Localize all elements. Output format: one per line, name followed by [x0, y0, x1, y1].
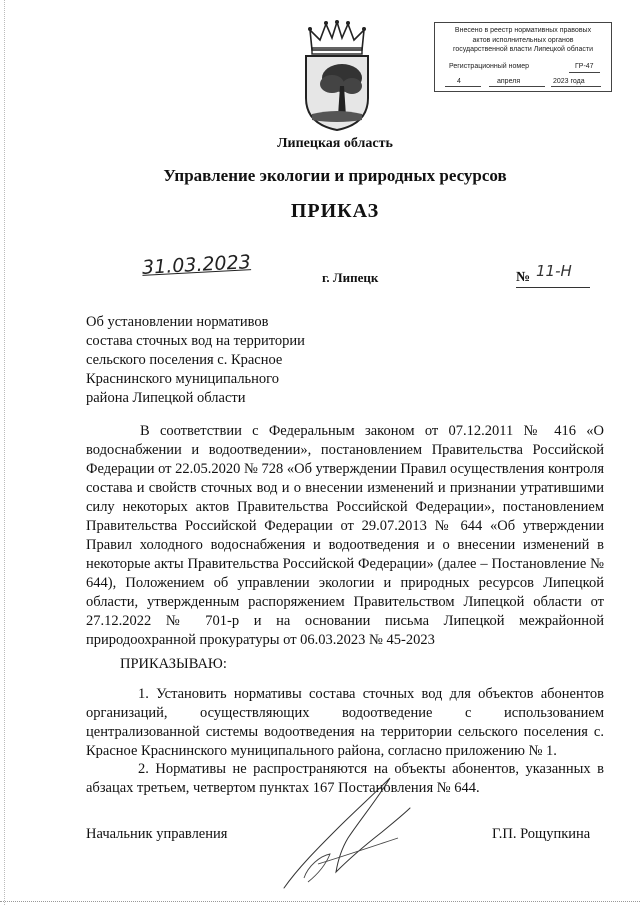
stamp-day-line: [445, 86, 481, 87]
signatory-title: Начальник управления: [86, 826, 228, 842]
handwritten-signature-icon: [278, 768, 418, 896]
document-type-title: ПРИКАЗ: [290, 200, 380, 222]
registration-stamp: [434, 22, 612, 92]
stamp-year-line: [551, 86, 601, 87]
department-name: Управление экологии и природных ресурсов: [163, 166, 507, 185]
stamp-day: 4: [457, 78, 461, 85]
scan-bottom-edge: [0, 901, 640, 902]
order-number-underline: [516, 287, 590, 288]
stamp-reg-number: ГР-47: [569, 62, 600, 73]
order-city: г. Липецк: [322, 270, 379, 285]
subject-line: Об установлении нормативов: [86, 314, 269, 330]
stamp-year: 2023 года: [553, 78, 585, 85]
order-subject: [86, 313, 326, 408]
subject-line: Краснинского муниципального: [86, 371, 280, 387]
stamp-month: апреля: [497, 78, 521, 85]
stamp-line-3: государственной власти Липецкой области: [452, 46, 593, 53]
subject-line: района Липецкой области: [86, 390, 246, 406]
lipetsk-coat-of-arms-icon: [296, 20, 378, 132]
stamp-month-line: [489, 86, 545, 87]
signatory-name: Г.П. Рощупкина: [492, 826, 591, 842]
stamp-line-2: актов исполнительных органов: [472, 36, 574, 44]
order-item-2: 2. Нормативы не распространяются на объекты абонентов, указанных в абзацах третьем, четвертом пунктах 167 Постановления № 644.: [86, 761, 604, 796]
region-name: Липецкая область: [277, 136, 393, 151]
order-word: ПРИКАЗЫВАЮ:: [120, 656, 227, 672]
preamble-paragraph: В соответствии с Федеральным законом от 07.12.2011 № 416 «О водоснабжении и водоотведении», постановлением Правительства Российской Федерации от 22.05.2020 № 728 «Об утверждении Правил осуществления контроля состава и свойств сточных вод и о внесении изменений и признании утратившими силу некоторых актов Правительства Российской Федерации», постановлением Правительства Российской Федерации от 29.07.2013 № 644 «Об утверждении Правил холодного водоснабжения и водоотведения и о внесении изменений в некоторые акты Правительства Российской Федерации» (далее – Постановление № 644), Положением об управлении экологии и природных ресурсов Липецкой области, утвержденным распоряжением Правительством Липецкой области от 27.12.2022 № 701-р и на основании письма Липецкой межрайонной природоохранной прокуратуры от 06.03.2023 № 45-2023: [86, 423, 604, 648]
subject-line: состава сточных вод на территории: [86, 333, 305, 349]
subject-line: сельского поселения с. Красное: [86, 352, 283, 368]
order-number: 11-Н: [536, 262, 572, 280]
order-number-sign: №: [516, 270, 531, 285]
stamp-reg-label: Регистрационный номер: [449, 63, 529, 70]
order-item-1: 1. Установить нормативы состава сточных вод для объектов абонентов организаций, осуществляющих водоотведение с использованием централизованной системы водоотведения на территории сельского поселения с. Красное Краснинского муниципального района, согласно приложению № 1.: [86, 686, 604, 759]
order-date: 31.03.2023: [141, 251, 252, 279]
stamp-line-1: Внесено в реестр нормативных правовых: [454, 27, 592, 34]
